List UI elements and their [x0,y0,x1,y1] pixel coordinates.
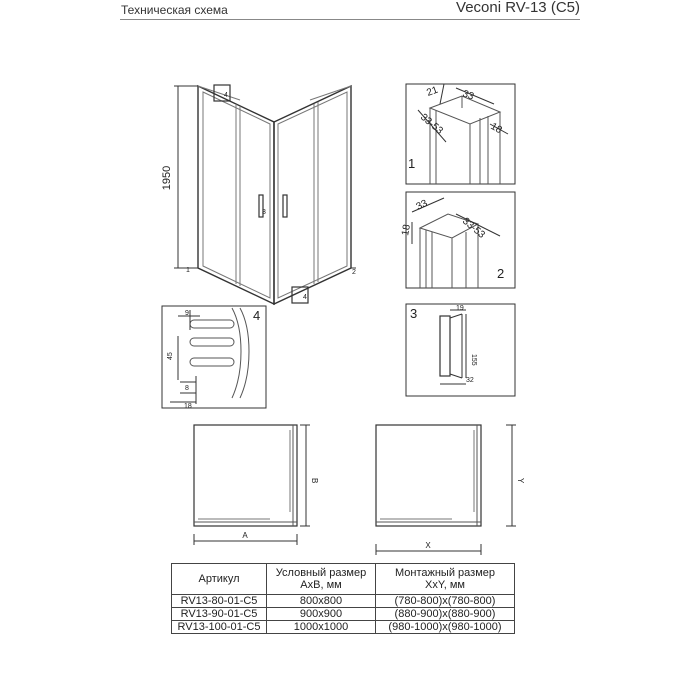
detail-3-dim-c: 32 [466,377,474,384]
plan-right-outline [376,425,481,526]
row-install: (780-800)x(780-800) [376,595,515,608]
detail-2-dim-b: 18 [400,223,413,237]
row-nominal: 900x900 [267,608,376,621]
col-article: Артикул [172,564,267,595]
detail-4-dim-d: 18 [184,403,192,410]
handle-detail [440,316,450,376]
plan-left-outline [194,425,297,526]
table-row [172,621,515,634]
detail-1-dim-c: 33-53 [418,111,445,137]
detail-1-dim-b: 33 [460,88,476,103]
detail-1-number: 1 [408,156,416,171]
plan-left-b-label: B [310,478,319,484]
row-install: (880-900)x(880-900) [376,608,515,621]
detail-3-number: 3 [410,306,418,321]
detail-2-dim-a: 33 [414,198,430,213]
col-install-size: Монтажный размер XxY, мм [376,564,515,595]
detail-3-dim-b: 155 [470,354,477,366]
detail-1-dim-a: 21 [425,84,440,99]
model-title: Veconi RV-13 (C5) [456,0,580,16]
plan-right-x-label: X [425,541,431,550]
row-nominal: 800x800 [267,595,376,608]
plan-left-a-label: A [242,531,248,540]
detail-4-dim-c: 8 [185,385,189,392]
callout-1: 1 [186,267,190,274]
callout-2: 2 [352,269,356,276]
callout-4-bottom: 4 [303,294,307,301]
schema-title: Техническая схема [121,3,228,17]
enclosure-view [174,85,356,304]
row-article: RV13-80-01-C5 [172,595,267,608]
detail-4-dim-b: 45 [167,352,174,360]
detail-1-dim-d: 18 [488,121,504,137]
plan-right-y-label: Y [516,478,525,484]
detail-4-dim-a: 9 [185,310,189,317]
row-install: (980-1000)x(980-1000) [376,621,515,634]
col-nominal-size: Условный размер AxB, мм [267,564,376,595]
detail-2-number: 2 [497,266,505,281]
detail-2-dim-c: 33-53 [460,215,487,241]
callout-3: 3 [262,209,266,216]
row-nominal: 1000x1000 [267,621,376,634]
row-article: RV13-100-01-C5 [172,621,267,634]
detail-3 [406,304,515,396]
table-row [172,608,515,621]
table-row [172,595,515,608]
handle-right [283,195,287,217]
row-article: RV13-90-01-C5 [172,608,267,621]
spec-table [171,563,515,634]
plan-left [194,425,310,545]
spec-table-header [172,564,515,595]
height-label: 1950 [161,165,173,191]
detail-4 [162,306,266,408]
detail-4-number: 4 [253,308,261,323]
plan-right [376,425,516,555]
callout-4-top: 4 [224,92,228,99]
detail-3-dim-a: 19 [456,305,464,312]
